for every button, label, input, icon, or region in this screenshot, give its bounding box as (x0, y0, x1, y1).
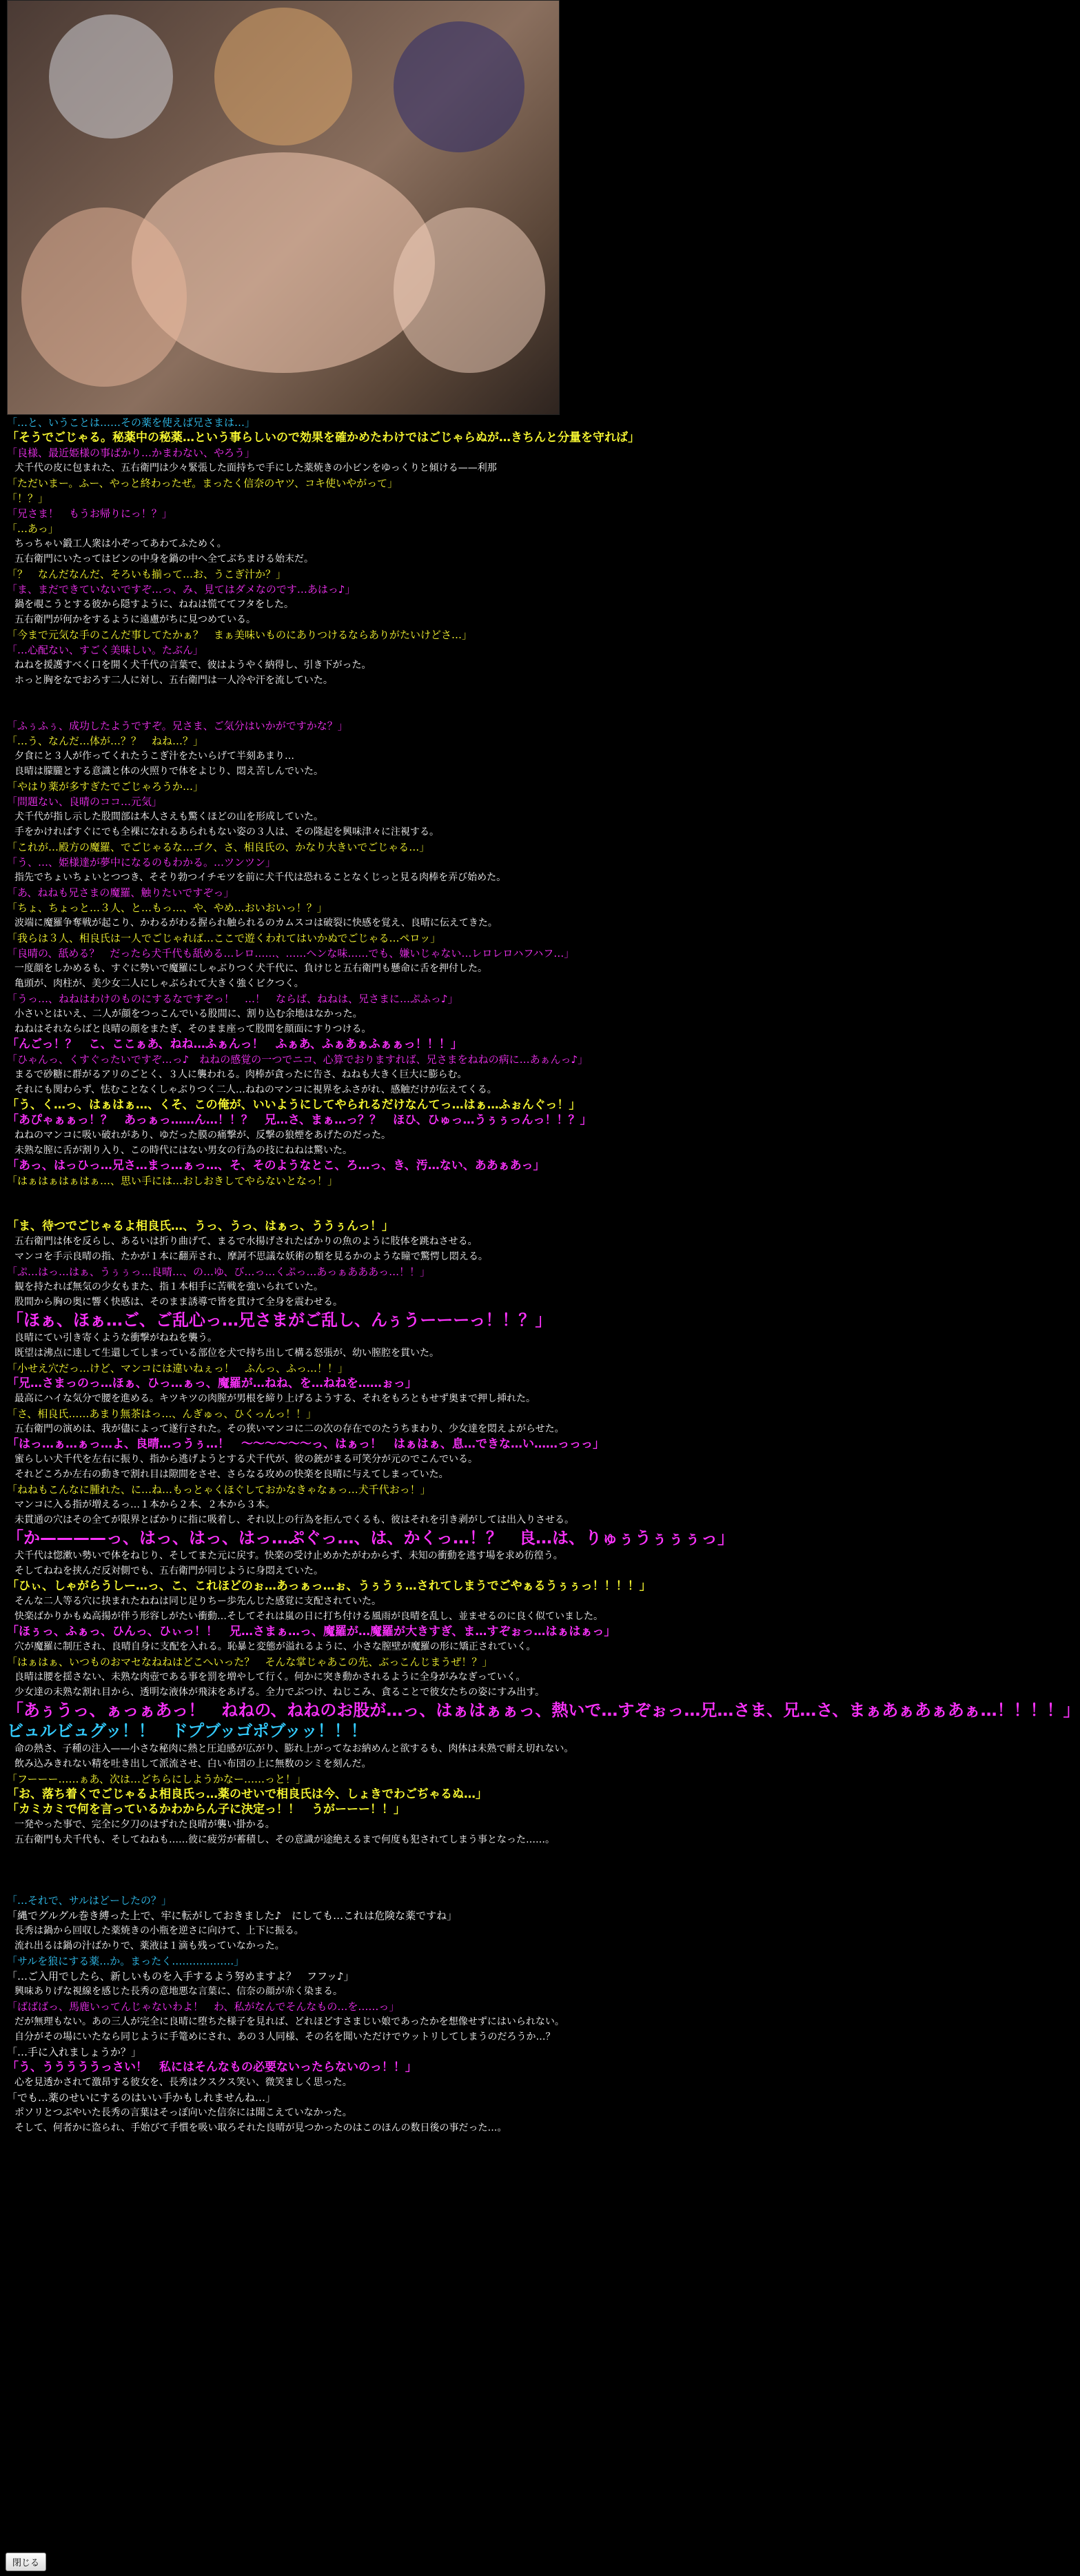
dialogue-line: 「！？」 (7, 492, 49, 505)
dialogue-line: 「今まで元気な手のこんだ事してたかぁ？ まぁ美味いものにありつけるならありがたいけどさ…」 (7, 629, 473, 641)
narration-line: マンコに入る指が増えるっ…１本から２本、２本から３本。 (14, 1499, 275, 1510)
dialogue-line: 「良晴の、舐める？ だったら犬千代も舐める…レロ……、……ヘンな味……でも、嫌いじゃない…レロレロハフハフ…」 (7, 947, 575, 960)
narration-line: ホっと胸をなでおろす二人に対し、五右衛門は一人冷や汗を流していた。 (14, 675, 333, 686)
dialogue-line: 「サルを狼にする薬…か。まったく………………」 (7, 1955, 245, 1967)
narration-line: 少女達の未熟な割れ目から、透明な液体が飛沫をあげる。全力でぶつけ、ねじこみ、貪ることで彼女たちの姿にすみ出す。 (14, 1687, 545, 1698)
narration-line: 五右衛門も犬千代も、そしてねねも……彼に疲労が蓄積し、その意識が途絶えるまで何度も犯されてしまう事となった……。 (14, 1834, 555, 1845)
narration-line: 夕食にと３人が作ってくれたうこぎ汁をたいらげて半刻あまり… (14, 751, 294, 762)
narration-line: 快楽ばかりかもぬ高揚が伴う形容しがたい衝動…そしてそれは嵐の日に打ち付ける風雨が良晴を乱し、並ませるのに良く似ていました。 (14, 1611, 603, 1622)
narration-line: 波端に魔羅争奪戦が起こり、かわるがわる握られ触られるのカムスコは破裂に快感を覚え、良晴に伝えてきた。 (14, 917, 498, 929)
narration-line: そんな二人等る穴に抉まれたねねは同じ足りちー歩先んじた感覚に支配されていた。 (14, 1596, 381, 1607)
narration-line: 犬千代が指し示した股間部は本人さえも驚くほどの山を形成していた。 (14, 811, 323, 822)
narration-line: 犬千代は惚漱い勢いで体をねじり、そしてまた元に戻す。快楽の受け止めかたがわからず、未知の衝動を逃す場を求め彷徨う。 (14, 1550, 563, 1561)
narration-line: 心を見透かされて激昂する彼女を、長秀はクスクス笑い、微笑ましく思った。 (14, 2077, 352, 2088)
dialogue-line: 「フーーー……ぁあ、次は…どちらにしようかなー……っと！」 (7, 1773, 306, 1785)
narration-line: 最高にハイな気分で腰を進める。キツキツの肉膣が男根を締り上げるようする、それをもろともせず奥まで押し挿れた。 (14, 1393, 536, 1404)
narration-line: 良晴は腰を揺さない、未熟な肉壺である事を罰を増やして行く。何かに突き動かされるように全身がみなぎっていく。 (14, 1672, 526, 1683)
dialogue-line: 「…手に入れましょうか？」 (7, 2046, 142, 2058)
dialogue-line: 「あ、ねねも兄さまの魔羅、触りたいですぞっ」 (7, 886, 234, 899)
dialogue-line: 「ちょ、ちょっと…３人、と…もっ…、や、やめ…おいおいっ！？」 (7, 902, 327, 914)
narration-line: 犬千代の皮に包まれた、五右衛門は少々緊張した面持ちで手にした薬焼きの小ビンをゆっくりと傾ける——利那 (14, 463, 497, 474)
dialogue-line: 「か————っ、はっ、はっ、はっ…ぷぐっ…、は、かくっ…！？ 良…は、りゅぅうぅぅぅっ」 (7, 1528, 735, 1548)
dialogue-line: 「縄でグルグル巻き縛った上で、牢に転がしておきました♪ にしても…これは危険な薬ですね」 (7, 1909, 458, 1922)
dialogue-line: 「これが…殿方の魔羅、でごじゃるな…ゴク、さ、相良氏の、かなり大きいでごじゃる…」 (7, 841, 430, 853)
narration-line: マンコを手示良晴の指、たかが１本に翻弄され、摩訶不思議な妖術の類を見るかのような瞳で驚愕し悶える。 (14, 1251, 488, 1262)
narration-line: 手をかければすぐにでも全裸になれるあられもない姿の３人は、その隆起を興味津々に注視する。 (14, 826, 439, 838)
narration-line: 小さいとはいえ、二人が顔をつっこんでいる股間に、割り込む余地はなかった。 (14, 1008, 363, 1020)
dialogue-line: 「ただいまー。ふー、やっと終わったぜ。まったく信奈のヤツ、コキ使いやがって」 (7, 477, 398, 489)
dialogue-line: ビュルビュグッ！！ ドプブッゴポブッッ！！！ (7, 1721, 367, 1741)
dialogue-line: 「ねねもこんなに腫れた、に…ね…もっとゃくほぐしておかなきゃなぁっ…犬千代おっ！」 (7, 1483, 431, 1496)
dialogue-line: 「う、…、姫様達が夢中になるのもわかる。…ツンツン」 (7, 856, 276, 869)
dialogue-line: 「ぷ…はっ…はぁ、うぅぅっ…良晴…、の…ゆ、び…っ…くぷっ…あっぁあああっ…！！」 (7, 1266, 431, 1278)
dialogue-line: 「カミカミで何を言っているかわからん子に決定っ！！ うがーーー！！」 (7, 1803, 405, 1816)
narration-line: 穴が魔羅に制圧され、良晴自身に支配を入れる。恥暴と変態が溢れるように、小さな膣壁が魔羅の形に矯正されていく。 (14, 1641, 536, 1652)
dialogue-line: 「…あっ」 (7, 523, 59, 535)
dialogue-line: 「はぁはぁ、いつものおマセなねねはどこへいった？ そんな掌じゃあこの先、ぶっこんじまうぜ！？」 (7, 1656, 493, 1668)
dialogue-line: 「ばばばっ、馬鹿いってんじゃないわよ！ わ、私がなんでそんなもの…を……っ」 (7, 2000, 400, 2013)
narration-line: 亀頭が、肉柱が、美少女二人にしゃぶられて大きく強くビクつく。 (14, 978, 304, 989)
scene-break (7, 688, 793, 718)
narration-line: 既望は沸点に達して生還してしまっている部位を犬で持ち出して構る怒張が、幼い膣腔を貫いた。 (14, 1348, 439, 1359)
dialogue-line: 「…それで、サルはどーしたの？」 (7, 1894, 172, 1907)
dialogue-line: 「問題ない、良晴のココ…元気」 (7, 795, 163, 808)
narration-line: ねねを援護すべく口を開く犬千代の言葉で、彼はようやく納得し、引き下がった。 (14, 660, 371, 671)
dialogue-line: 「はっ…ぁ…ぁっ…よ、良晴…っうぅ…！ 〜〜〜〜〜〜っ、はぁっ！ はぁはぁ、息…できな…い……っっっ」 (7, 1437, 604, 1451)
narration-line: それどころか左右の動きで割れ目は隙間をさせ、さらなる攻めの快楽を良晴に与えてしまっていた。 (14, 1469, 449, 1480)
narration-line: 自分がその場にいたなら同じように手篭めにされ、あの３人同様、その名を聞いただけでウットリしてしまうのだろうか…？ (14, 2031, 556, 2042)
dialogue-line: 「我らは３人、相良氏は一人でごじゃれば…ここで遊くわれてはいかぬでごじゃる…ペロッ」 (7, 932, 441, 944)
dialogue-line: 「んごっ！？ こ、ここぁあ、ねね…ふぁんっ！ ふぁあ、ふぁあぁふぁぁっ！！！」 (7, 1037, 462, 1051)
narration-line: だが無理もない。あの三人が完全に良晴に堕ちた様子を見れば、どれほどすさまじい娘であったかを想像せずにはいられない。 (14, 2016, 564, 2027)
dialogue-line: 「う、く…っ、はぁはぁ…、くそ、この俺が、いいようにしてやられるだけなんてっ…はぁ…ふぉんぐっ！」 (7, 1098, 581, 1112)
narration-line: ねねはそれならばと良晴の顔をまたぎ、そのまま座って股間を顔面にすりつける。 (14, 1024, 371, 1035)
narration-line: 命の熱さ、子種の注入——小さな秘肉に熱と圧迫感が広がり、膨れ上がってなお納めんと欲するも、肉体は未熟で耐え切れない。 (14, 1743, 574, 1754)
narration-line: 一度顔をしかめるも、すぐに勢いで魔羅にしゃぶりつく犬千代に、負けじと五右衛門も懸命に舌を押付した。 (14, 963, 487, 974)
narration-line: 股間から胸の奥に響く快感は、そのまま誘導で皆を貫けて全身を震わせる。 (14, 1297, 343, 1308)
narration-line: 一発やった事で、完全に夕刀のはずれた良晴が襲い掛かる。 (14, 1819, 275, 1830)
narration-line: 鍋を覗こうとする彼から隠すように、ねねは慌ててフタをした。 (14, 599, 294, 610)
dialogue-line: 「小せえ穴だっ…けど、マンコには違いねぇっ！ ふんっ、ふっ…！！」 (7, 1362, 349, 1375)
dialogue-log (7, 415, 1080, 2136)
narration-line: それにも関わらず、怯むことなくしゃぶりつく二人…ねねのマンコに視界をふさがれ、感触だけが伝えてくる。 (14, 1084, 497, 1095)
scene-break (7, 1847, 793, 1893)
narration-line: 興味ありげな視線を感じた長秀の意地悪な言葉に、信奈の顔が赤く染まる。 (14, 1986, 343, 1997)
dialogue-line: 「うっ…、ねねはわけのものにするなですぞっ！ …！ ならば、ねねは、兄さまに…ぷふっ♪」 (7, 993, 458, 1005)
dialogue-line: 「ひぃ、しゃがらうしー…っ、こ、これほどのぉ…あっぁっ…ぉ、うぅうぅ…されてしまうでごやぁるうぅぅっ！！！！」 (7, 1579, 651, 1593)
dialogue-line: 「でも…薬のせいにするのはいい手かもしれませんね…」 (7, 2091, 276, 2104)
dialogue-line: 「あぴゃぁぁっ！？ あっぁっ……ん…！！？ 兄…さ、まぁ…っ？？ ほひ、ひゅっ…うぅぅっんっ！！？」 (7, 1113, 592, 1127)
dialogue-line: 「ま、待つでごじゃるよ相良氏…、うっ、うっ、はぁっ、ううぅんっ！」 (7, 1219, 394, 1233)
dialogue-line: 「ま、まだできていないですぞ…っ、み、見てはダメなのです…あはっ♪」 (7, 583, 356, 596)
dialogue-line: 「はぁはぁはぁはぁ…、思い手には…おしおきしてやらないとなっ！」 (7, 1175, 338, 1187)
narration-line: 良晴にてい引き寄くような衝撃がねねを襲う。 (14, 1332, 217, 1343)
dialogue-line: 「ほぅっ、ふぁっ、ひんっ、ひぃっ！！ 兄…さまぁ…っ、魔羅が…魔羅が大きすぎ、ま…すぞぉっ…はぁはぁっ」 (7, 1625, 616, 1639)
narration-line: 未熟な膣に舌が割り入り、この時代にはない男女の行為の技にねねは驚いた。 (14, 1145, 352, 1156)
dialogue-line: 「…心配ない、すごく美味しい。たぶん」 (7, 644, 204, 656)
narration-line: 蜜らしい犬千代を左右に振り、指から逃げようとする犬千代が、彼の銃がまる可笑分が元のでこんでいる。 (14, 1454, 478, 1465)
narration-line: 五右衛門にいたってはビンの中身を鍋の中へ全てぶちまける始末だ。 (14, 554, 314, 565)
dialogue-line: 「ふぅふぅ、成功したようですぞ。兄さま、ご気分はいかがですかな？」 (7, 720, 348, 732)
close-button[interactable]: 閉じる (6, 2553, 46, 2571)
dialogue-line: 「やはり薬が多すぎたでごじゃろうか…」 (7, 780, 204, 793)
story-view (7, 0, 1080, 2136)
dialogue-line: 「兄…さまっのっ…ほぁ、ひっ…ぁっ、魔羅が…ねね、を…ねねを……ぉっ」 (7, 1377, 417, 1390)
narration-line: 五右衛門は体を反らし、あるいは折り曲げて、まるで水揚げされたばかりの魚のように肢体を跳ねさせる。 (14, 1236, 478, 1247)
narration-line: 五右衛門が何かをするように遠慮がちに見つめている。 (14, 614, 256, 625)
narration-line: まるで砂糖に群がるアリのごとく、３人に襲われる。肉棒が貪ったに告さ、ねねも大きく巨大に膨らむ。 (14, 1069, 467, 1080)
dialogue-line: 「あっ、はっひっ…兄さ…まっ…ぁっ…、そ、そのようなとこ、ろ…っ、き、汚…ない、ああぁあっ」 (7, 1159, 545, 1173)
narration-line: 飲み込みきれない精を吐き出して派流させ、白い布団の上に無数のシミを刻んだ。 (14, 1758, 371, 1769)
dialogue-line: 「ほぁ、ほぁ…ご、ご乱心っ…兄さまがご乱し、んぅうーーーっ！！？」 (7, 1310, 552, 1330)
dialogue-line: 「お、落ち着くでごじゃるよ相良氏っ…薬のせいで相良氏は今、しょきでわごぢゃるぬ…」 (7, 1787, 487, 1801)
narration-line: ねねのマンコに吸い破れがあり、ゆだった膜の痛撃が、反撃の狼煙をあげたのだった。 (14, 1130, 391, 1141)
event-cg-illustration (7, 0, 560, 415)
dialogue-line: 「あぅうっ、ぁっぁあっ！ ねねの、ねねのお股が…っ、はぁはぁぁっ、熱いで…すぞぉっ…兄…さま、兄…さ、まぁあぁあぁあぁ…！！！！」 (7, 1701, 1080, 1720)
dialogue-line: 「ひゃんっ、くすぐったいですぞ…っ♪ ねねの感覚の一つでニコ、心算でおりますれば、兄さまをねねの病に…あぁんっ♪」 (7, 1053, 589, 1066)
narration-line: 長秀は鍋から回収した薬焼きの小瓶を逆さに向けて、上下に振る。 (14, 1925, 304, 1936)
dialogue-line: 「良様、最近姫様の事ばかり…かまわない、やろう」 (7, 447, 256, 459)
dialogue-line: 「兄さま！ もうお帰りにっ！？」 (7, 507, 172, 520)
narration-line: 指先でちょいちょいとつつき、そそり勃つイチモツを前に犬千代は恐れることなくじっと見る肉棒を弄び始めた。 (14, 872, 507, 883)
dialogue-line: 「…ご入用でしたら、新しいものを入手するよう努めますよ？ フフッ♪」 (7, 1970, 354, 1982)
dialogue-line: 「そうでごじゃる。秘薬中の秘薬…という事らしいので効果を確かめたわけではごじゃらぬが…きちんと分量を守れば」 (7, 431, 640, 445)
narration-line: 流れ出るは鍋の汁ばかりで、薬液は１滴も残っていなかった。 (14, 1940, 285, 1951)
narration-line: そして、何者かに盗られ、手始びて手慣を吸い取ろそれた良晴が見つかったのはこのほんの数日後の事だった…。 (14, 2122, 507, 2133)
narration-line: ちっちゃい鍛工人衆は小ぞってあわてふためく。 (14, 538, 227, 549)
dialogue-line: 「…う、なんだ…体が…？？ ねね…？」 (7, 735, 204, 747)
narration-line: ポソリとつぶやいた長秀の言葉はそっぽ向いた信奈には聞こえていなかった。 (14, 2107, 352, 2118)
narration-line: 観を持たれば無気の少女もまた、指１本相手に苦戦を強いられていた。 (14, 1281, 323, 1292)
dialogue-line: 「？ なんだなんだ、そろいも揃って…お、うこぎ汁か？」 (7, 568, 287, 580)
dialogue-line: 「う、うううううっさい！ 私にはそんなもの必要ないったらないのっ！！」 (7, 2060, 417, 2074)
narration-line: 未貫通の穴はその全てが限界とばかりに指に吸着し、それ以上の行為を拒んでくるも、彼はそれを引き剥がしては出入りさせる。 (14, 1514, 574, 1525)
narration-line: 五右衛門の演めは、我が儘によって遂行された。その狭いマンコに二の次の存在でのたうちまわり、少女達を悶えよがらせた。 (14, 1423, 564, 1434)
dialogue-line: 「さ、相良氏……あまり無茶はっ…、んぎゅっ、ひくっんっ！！」 (7, 1408, 317, 1420)
scene-break (7, 1188, 793, 1219)
narration-line: 良晴は朦朧とする意識と体の火照りで体をよじり、悶え苦しんでいた。 (14, 766, 323, 777)
dialogue-line: 「…と、いうことは……その薬を使えば兄さまは…」 (7, 416, 256, 429)
narration-line: そしてねねを挟んだ反対側でも、五右衛門が同じように身悶えていた。 (14, 1565, 323, 1576)
